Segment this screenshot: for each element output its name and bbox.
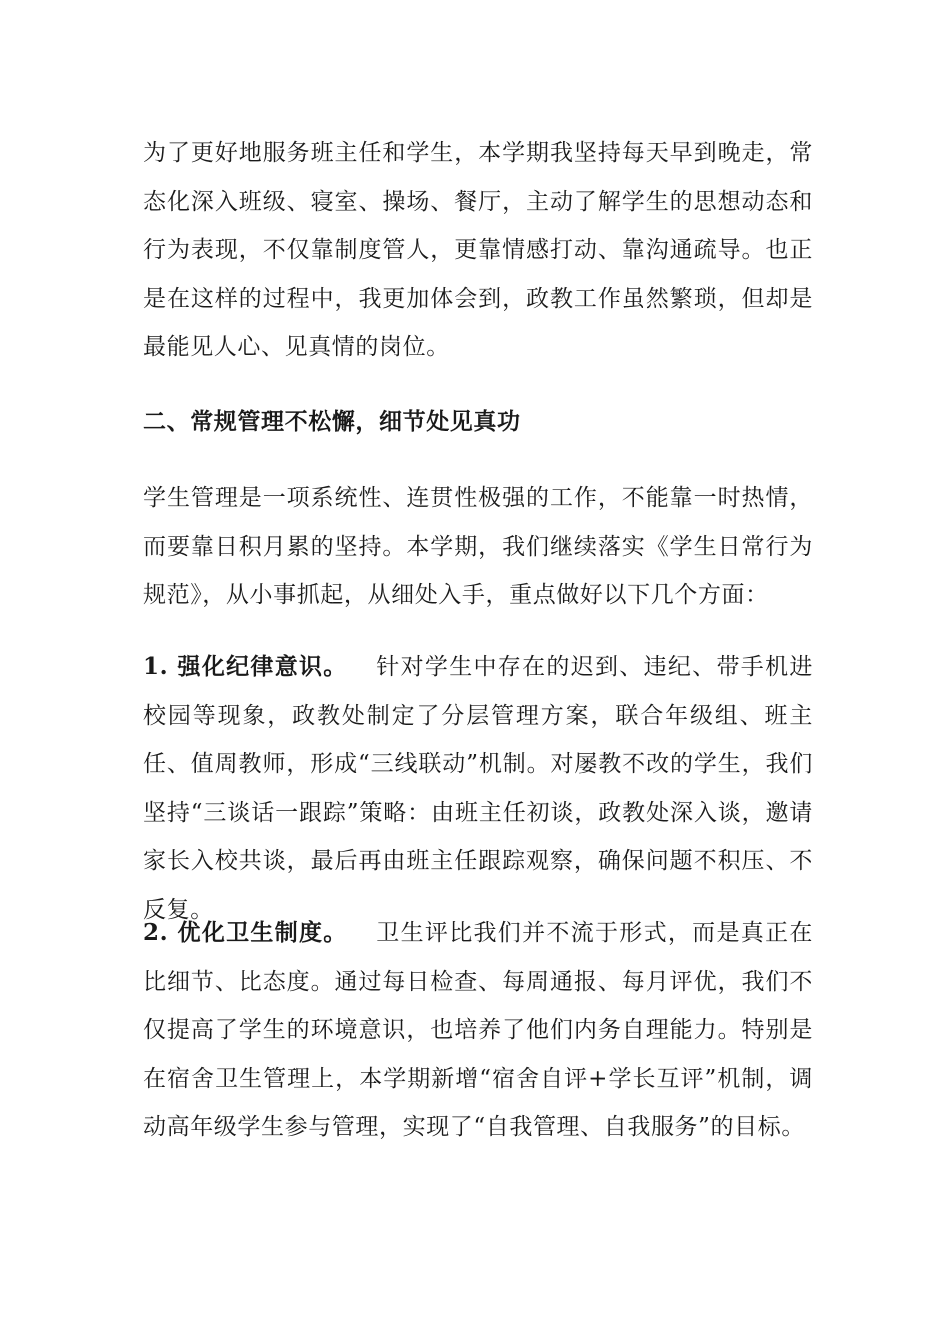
numbered-item [143,643,813,934]
section-heading: 二、常规管理不松懈，细节处见真功 [143,408,521,435]
item-label: 1. 强化纪律意识。 [143,653,348,680]
item-text: 针对学生中存在的迟到、违纪、带手机进校园等现象，政教处制定了分层管理方案，联合年级组、班主任、值周教师，形成“三线联动”机制。对屡教不改的学生，我们坚持“三谈话一跟踪”策略：由班主任初谈，政教处深入谈，邀请家长入校共谈，最后再由班主任跟踪观察，确保问题不积压、不反复。 [143,654,813,923]
item-text: 卫生评比我们并不流于形式，而是真正在比细节、比态度。通过每日检查、每周通报、每月评优，我们不仅提高了学生的环境意识，也培养了他们内务自理能力。特别是在宿舍卫生管理上，本学期新增“宿舍自评+学长互评”机制，调动高年级学生参与管理，实现了“自我管理、自我服务”的目标。 [143,920,813,1140]
body-paragraph: 为了更好地服务班主任和学生，本学期我坚持每天早到晚走，常态化深入班级、寝室、操场、餐厅，主动了解学生的思想动态和行为表现，不仅靠制度管人，更靠情感打动、靠沟通疏导。也正是在这样的过程中，我更加体会到，政教工作虽然繁琐，但却是最能见人心、见真情的岗位。 [143,140,813,360]
numbered-item [143,909,813,1152]
body-paragraph: 学生管理是一项系统性、连贯性极强的工作，不能靠一时热情，而要靠日积月累的坚持。本学期，我们继续落实《学生日常行为规范》，从小事抓起，从细处入手，重点做好以下几个方面： [143,485,813,608]
item-label: 2. 优化卫生制度。 [143,919,348,946]
